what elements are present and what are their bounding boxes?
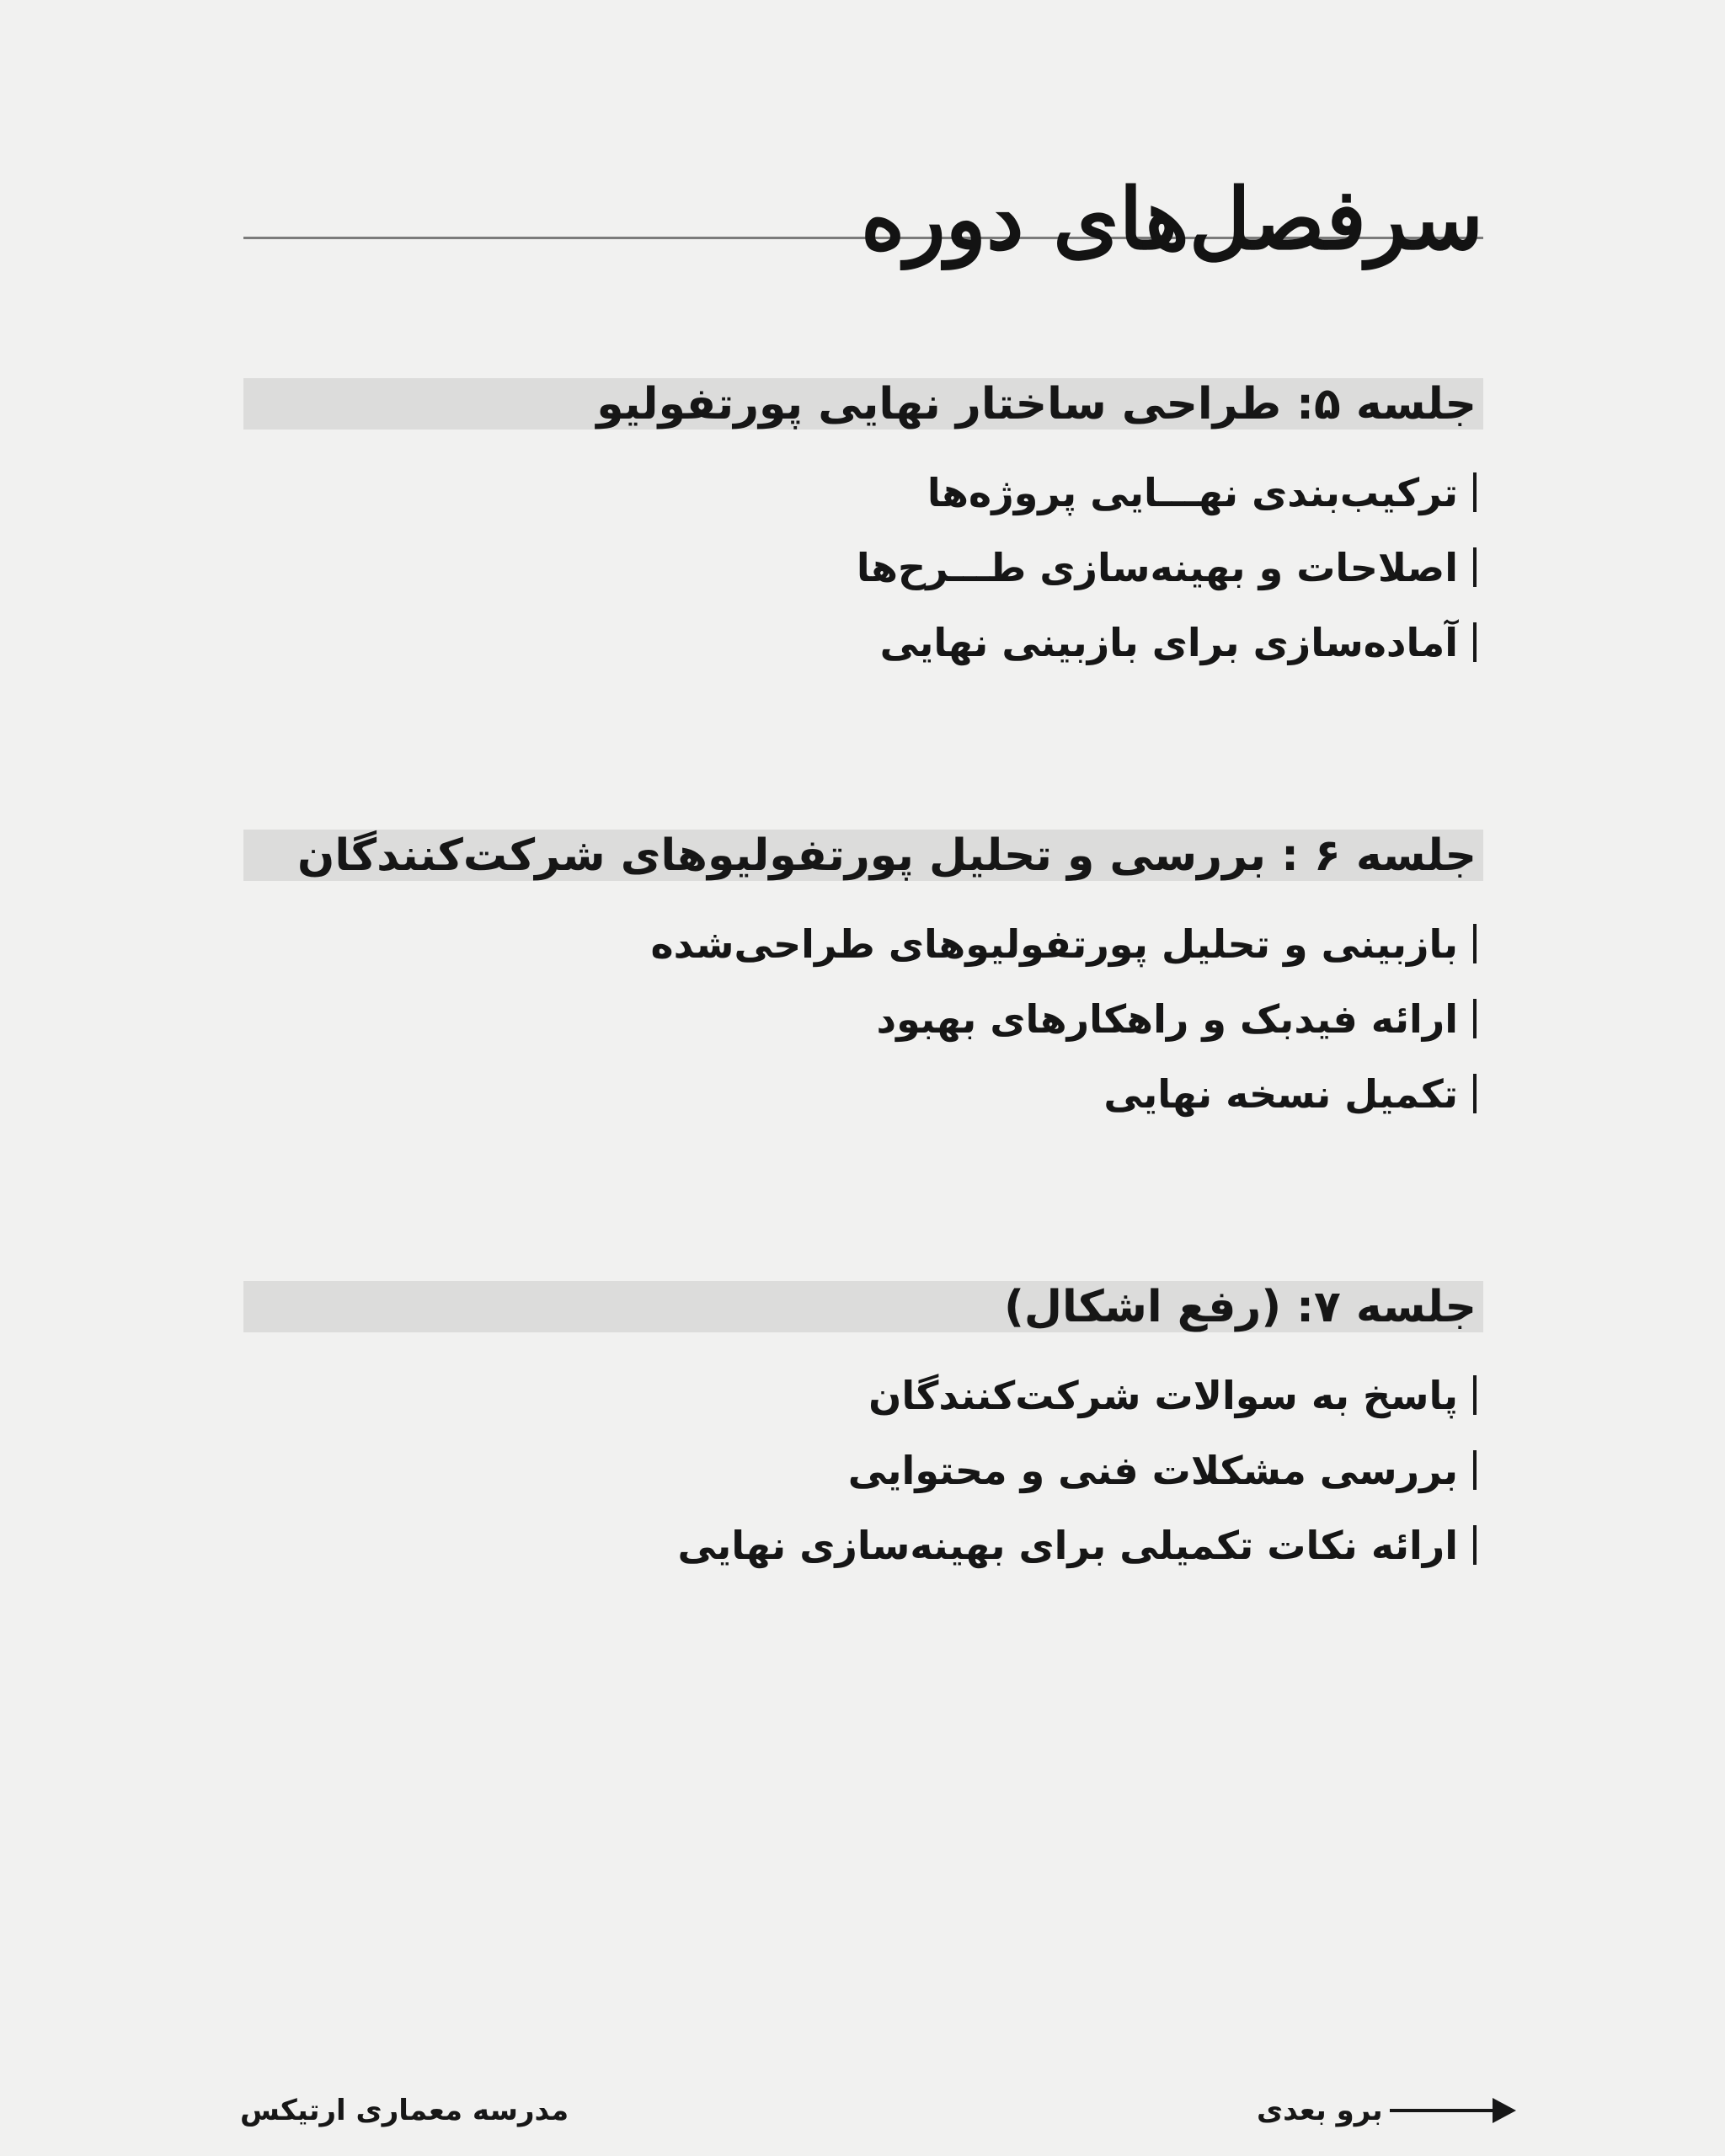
list-item-label: آماده‌سازی برای بازبینی نهایی <box>879 619 1458 665</box>
session-heading <box>243 830 1483 881</box>
arrow-line <box>1390 2109 1493 2112</box>
list-marker-icon <box>1473 622 1477 662</box>
list-item <box>243 455 1477 530</box>
list-item <box>243 1358 1477 1433</box>
session-heading <box>243 1281 1483 1332</box>
list-item <box>243 1056 1477 1131</box>
session-items <box>243 455 1483 680</box>
sections-container <box>243 378 1483 1732</box>
list-item-label: تکمیل نسخه نهایی <box>1103 1070 1458 1117</box>
next-button[interactable] <box>1257 2094 1516 2127</box>
list-item <box>243 530 1477 605</box>
list-marker-icon <box>1473 924 1477 963</box>
list-item <box>243 605 1477 680</box>
school-name: مدرسه معماری ارتیکس <box>240 2094 569 2127</box>
list-marker-icon <box>1473 547 1477 587</box>
list-item <box>243 981 1477 1056</box>
list-marker-icon <box>1473 472 1477 512</box>
session-items <box>243 906 1483 1131</box>
list-item <box>243 1433 1477 1508</box>
list-item <box>243 906 1477 981</box>
list-item-label: ارائه فیدبک و راهکارهای بهبود <box>876 995 1458 1042</box>
list-item <box>243 1508 1477 1582</box>
session-items <box>243 1358 1483 1582</box>
session-heading <box>243 378 1483 430</box>
session-5-section <box>243 378 1483 680</box>
session-heading-label: جلسه ۷: (رفع اشکال) <box>1004 1281 1477 1332</box>
session-heading-label: جلسه ۵: طراحی ساختار نهایی پورتفولیو <box>596 378 1477 430</box>
session-7-section <box>243 1281 1483 1582</box>
list-item-label: اصلاحات و بهینه‌سازی طـــرح‌ها <box>856 544 1458 590</box>
long-right-arrow-icon <box>1390 2098 1516 2123</box>
list-item-label: ترکیب‌بندی نهـــایی پروژه‌ها <box>927 469 1458 515</box>
list-marker-icon <box>1473 1375 1477 1415</box>
list-item-label: بازبینی و تحلیل پورتفولیوهای طراحی‌شده <box>650 921 1458 967</box>
next-button-label: برو بعدی <box>1257 2094 1383 2127</box>
list-item-label: پاسخ به سوالات شرکت‌کنندگان <box>868 1372 1458 1418</box>
list-marker-icon <box>1473 1450 1477 1490</box>
list-marker-icon <box>1473 1525 1477 1565</box>
arrow-head <box>1493 2098 1516 2123</box>
list-marker-icon <box>1473 1074 1477 1113</box>
session-6-section <box>243 830 1483 1131</box>
page-title: سرفصل‌های دوره <box>860 169 1483 269</box>
list-item-label: بررسی مشکلات فنی و محتوایی <box>847 1447 1458 1493</box>
list-marker-icon <box>1473 999 1477 1038</box>
list-item-label: ارائه نکات تکمیلی برای بهینه‌سازی نهایی <box>677 1522 1458 1568</box>
session-heading-label: جلسه ۶ : بررسی و تحلیل پورتفولیوهای شرکت‌کنندگان <box>296 830 1477 881</box>
